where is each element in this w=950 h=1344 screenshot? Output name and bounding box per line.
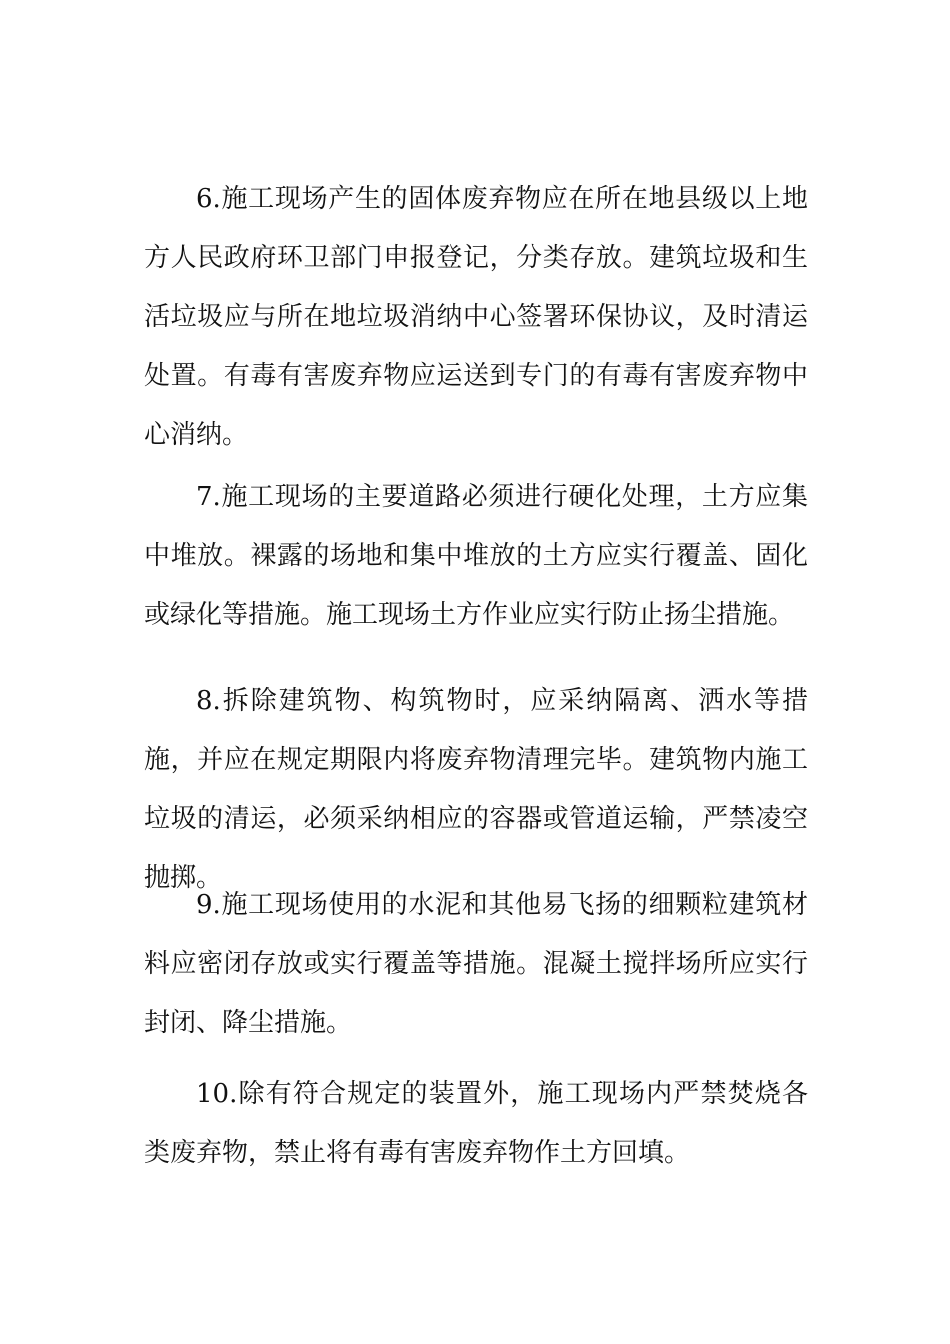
paragraph-item-9: 9.施工现场使用的水泥和其他易飞扬的细颗粒建筑材料应密闭存放或实行覆盖等措施。混凝土搅拌场所应实行封闭、降尘措施。 xyxy=(144,890,808,1038)
paragraph-item-8: 8.拆除建筑物、构筑物时，应采纳隔离、洒水等措施，并应在规定期限内将废弃物清理完毕。建筑物内施工垃圾的清运，必须采纳相应的容器或管道运输，严禁凌空抛掷。 xyxy=(144,686,808,893)
paragraph-item-10: 10.除有符合规定的装置外，施工现场内严禁焚烧各类废弃物，禁止将有毒有害废弃物作土方回填。 xyxy=(144,1079,808,1168)
paragraph-item-7: 7.施工现场的主要道路必须进行硬化处理，土方应集中堆放。裸露的场地和集中堆放的土方应实行覆盖、固化或绿化等措施。施工现场土方作业应实行防止扬尘措施。 xyxy=(144,482,808,630)
paragraph-item-6: 6.施工现场产生的固体废弃物应在所在地县级以上地方人民政府环卫部门申报登记，分类存放。建筑垃圾和生活垃圾应与所在地垃圾消纳中心签署环保协议，及时清运处置。有毒有害废弃物应运送到专门的有毒有害废弃物中心消纳。 xyxy=(144,184,808,450)
